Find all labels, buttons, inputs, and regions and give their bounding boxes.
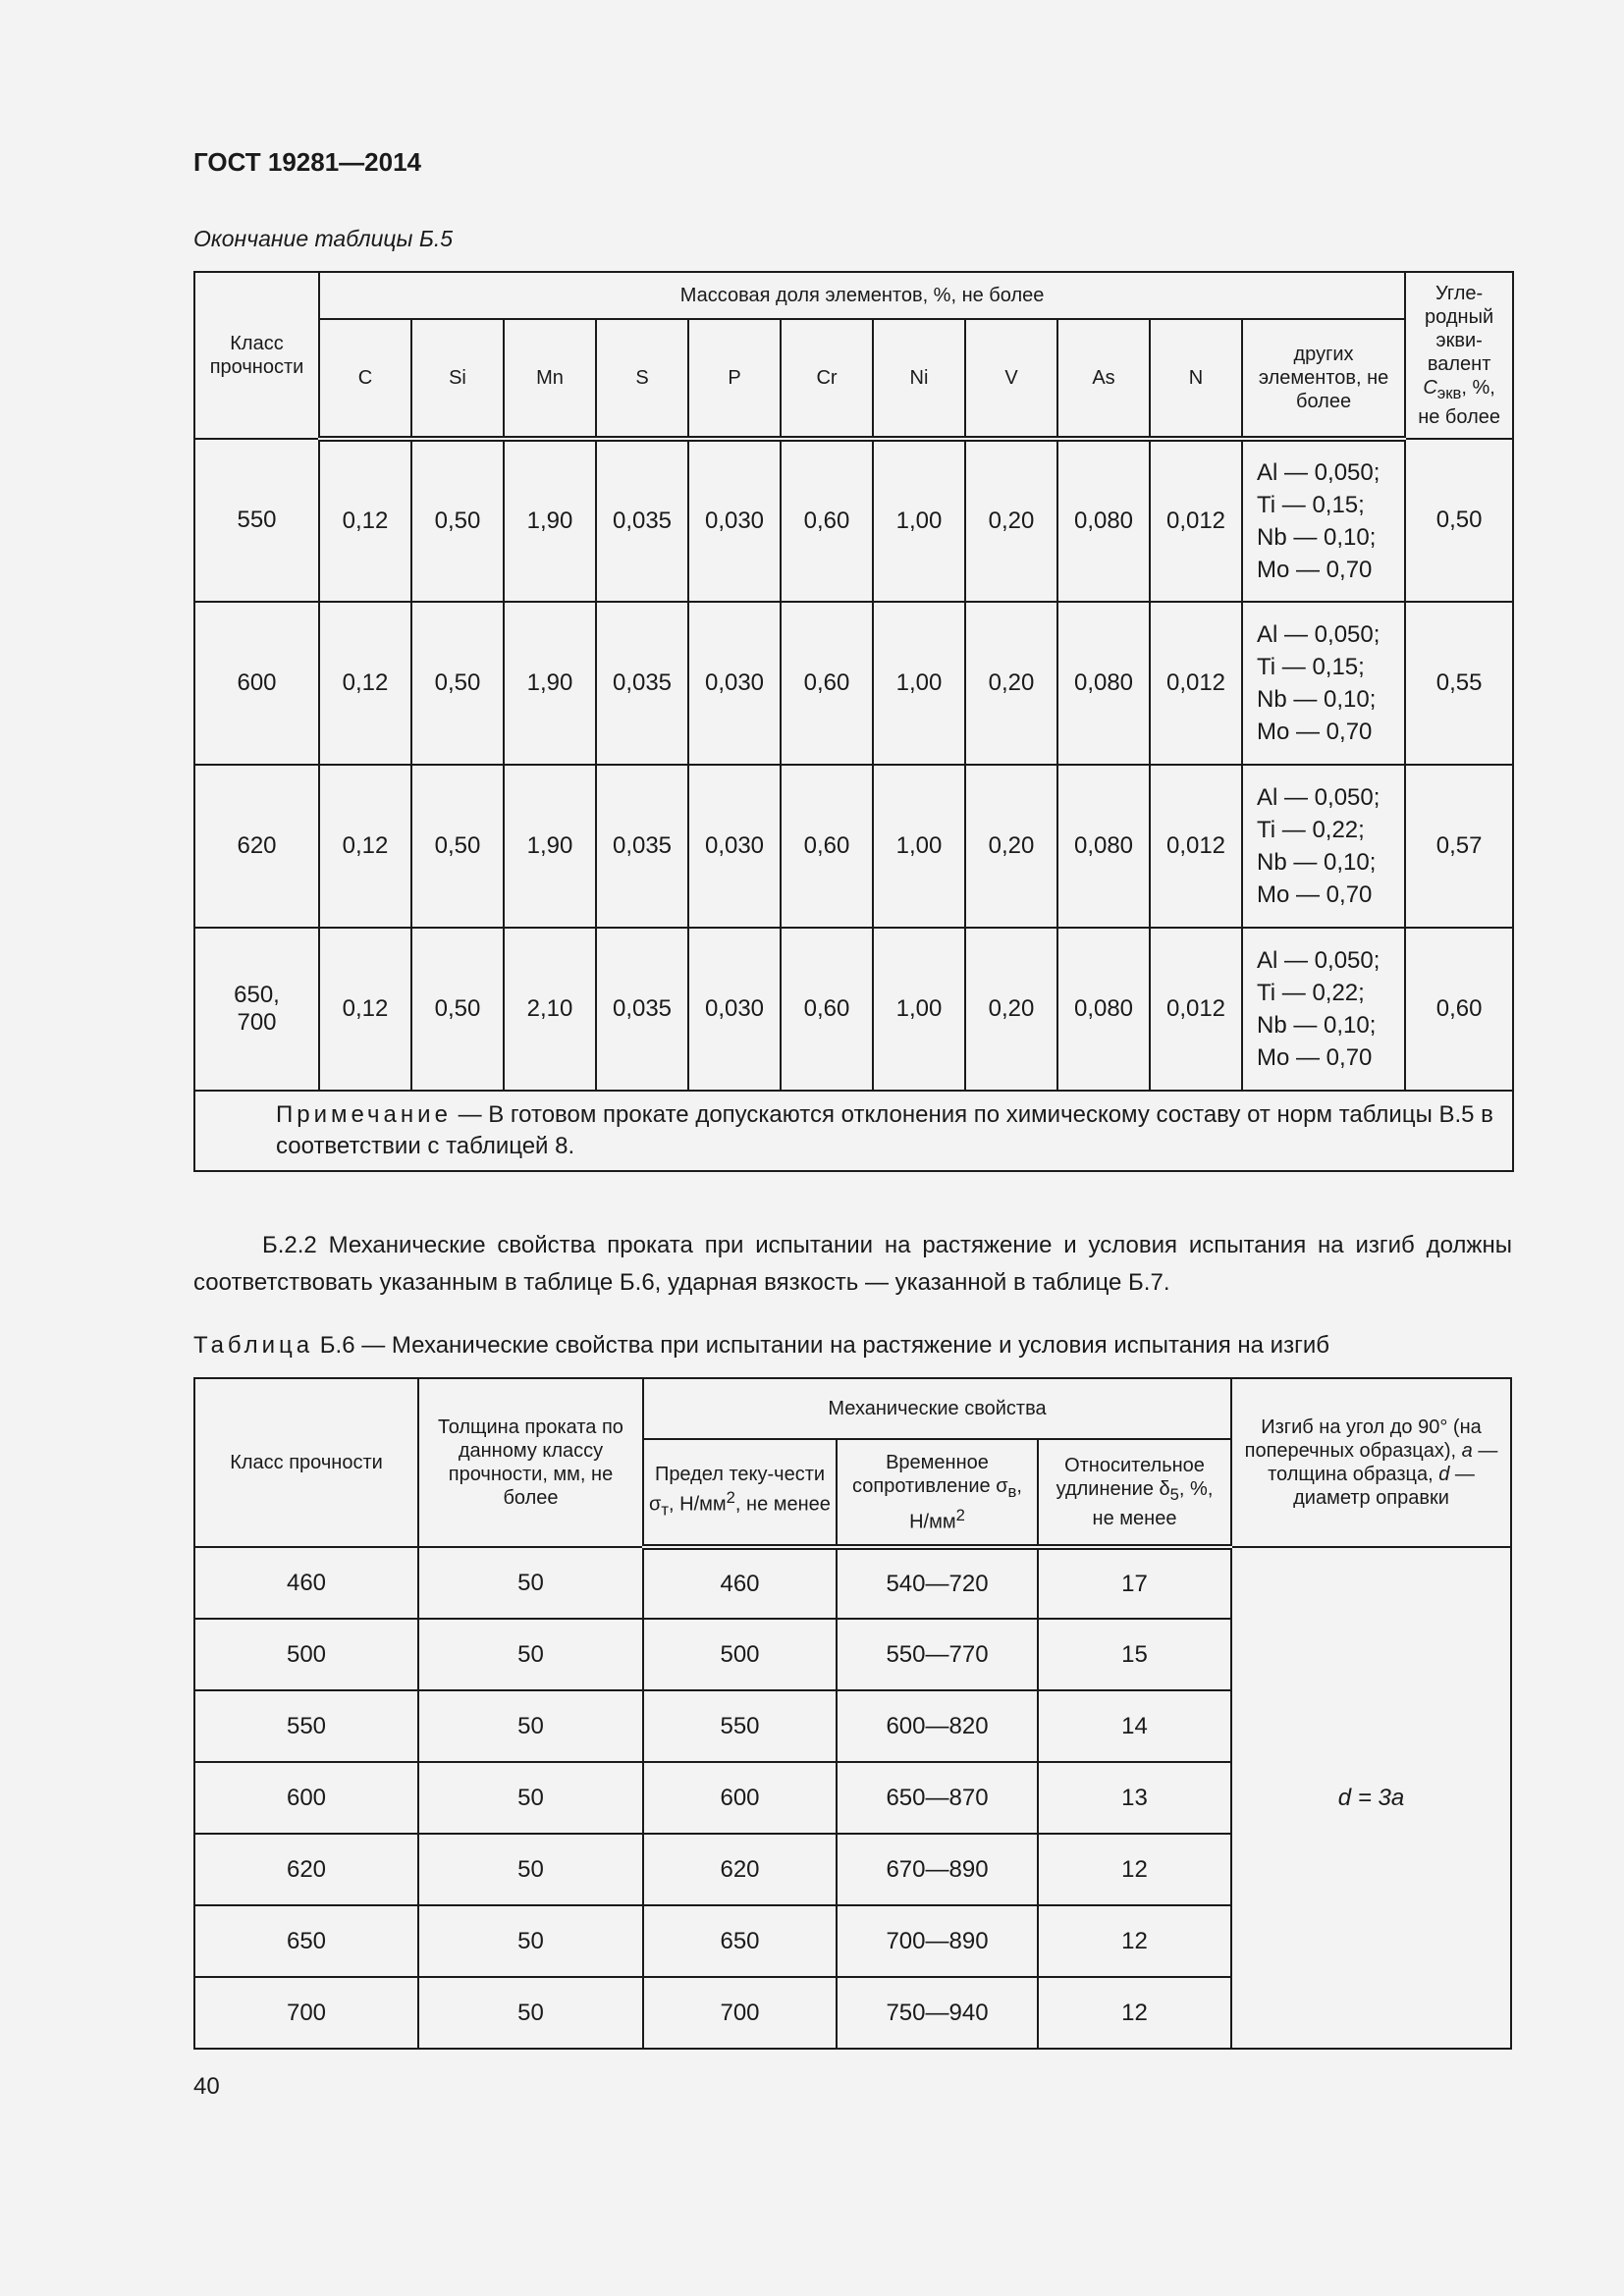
other-element-line: Mo — 0,70	[1257, 1044, 1373, 1071]
paragraph-b22: Б.2.2 Механические свойства проката при испытании на растяжение и условия испытания на изгиб должны соответствовать указанным в таблице Б.6, ударная вязкость — указанной в таблице Б.7.	[193, 1232, 1512, 1296]
element-value-cell: 0,50	[411, 928, 504, 1091]
element-value-cell: 0,035	[596, 765, 688, 928]
other-element-line: Nb — 0,10;	[1257, 1012, 1377, 1039]
element-header: Si	[411, 319, 504, 439]
element-value-cell: 1,90	[504, 765, 596, 928]
table-row	[194, 439, 1513, 602]
strength-class-cell: 620	[194, 1834, 418, 1905]
other-elements-cell	[1242, 928, 1405, 1091]
element-header: As	[1057, 319, 1150, 439]
tensile-strength-cell: 650—870	[837, 1762, 1038, 1834]
element-value-cell: 0,080	[1057, 439, 1150, 602]
thickness-cell: 50	[418, 1690, 643, 1762]
carbon-equivalent-cell: 0,55	[1405, 602, 1513, 765]
other-element-line: Mo — 0,70	[1257, 719, 1373, 745]
other-elements-header: других элементов, не более	[1242, 319, 1405, 439]
element-header: C	[319, 319, 411, 439]
element-value-cell: 0,60	[781, 439, 873, 602]
strength-class-cell: 600	[194, 1762, 418, 1834]
tensile-strength-cell: 540—720	[837, 1547, 1038, 1619]
thickness-cell: 50	[418, 1762, 643, 1834]
thickness-cell: 50	[418, 1977, 643, 2049]
element-value-cell: 0,20	[965, 765, 1057, 928]
element-value-cell: 2,10	[504, 928, 596, 1091]
other-element-line: Nb — 0,10;	[1257, 524, 1377, 551]
element-header: S	[596, 319, 688, 439]
table-row	[194, 928, 1513, 1091]
element-value-cell: 0,12	[319, 765, 411, 928]
table-b6	[193, 1377, 1512, 2050]
carbon-equivalent-header: Угле-родный экви-валент $С_{экв}$, %, не более	[1405, 272, 1513, 439]
strength-class-cell: 650	[194, 1905, 418, 1977]
thickness-cell: 50	[418, 1834, 643, 1905]
other-element-line: Ti — 0,22;	[1257, 817, 1365, 843]
element-value-cell: 0,60	[781, 928, 873, 1091]
elongation-cell: 15	[1038, 1619, 1231, 1690]
strength-class-cell: 550	[194, 1690, 418, 1762]
element-value-cell: 0,012	[1150, 928, 1242, 1091]
element-header: V	[965, 319, 1057, 439]
other-element-line: Ti — 0,15;	[1257, 654, 1365, 680]
table-row	[194, 1547, 1511, 1619]
elongation-cell: 12	[1038, 1905, 1231, 1977]
mechanical-properties-header: Механические свойства	[643, 1378, 1231, 1439]
element-value-cell: 0,20	[965, 928, 1057, 1091]
elongation-cell: 12	[1038, 1977, 1231, 2049]
other-element-line: Al — 0,050;	[1257, 784, 1380, 811]
element-value-cell: 0,030	[688, 602, 781, 765]
element-value-cell: 0,012	[1150, 765, 1242, 928]
table-row	[194, 765, 1513, 928]
yield-strength-cell: 650	[643, 1905, 837, 1977]
element-header: N	[1150, 319, 1242, 439]
element-value-cell: 0,50	[411, 439, 504, 602]
table-b5-continuation-caption: Окончание таблицы Б.5	[193, 226, 454, 251]
element-value-cell: 0,60	[781, 602, 873, 765]
other-element-line: Ti — 0,22;	[1257, 980, 1365, 1006]
mass-fraction-header: Массовая доля элементов, %, не более	[319, 272, 1405, 319]
element-header: Cr	[781, 319, 873, 439]
element-value-cell: 0,60	[781, 765, 873, 928]
element-value-cell: 1,90	[504, 439, 596, 602]
element-header: P	[688, 319, 781, 439]
element-value-cell: 0,20	[965, 439, 1057, 602]
class-header: Класс прочности	[194, 1378, 418, 1547]
element-value-cell: 1,00	[873, 602, 965, 765]
element-value-cell: 0,030	[688, 765, 781, 928]
bend-condition-cell: d = 3a	[1231, 1547, 1511, 2049]
elongation-cell: 12	[1038, 1834, 1231, 1905]
element-value-cell: 0,035	[596, 602, 688, 765]
table-b5	[193, 271, 1514, 1172]
element-value-cell: 0,035	[596, 439, 688, 602]
other-element-line: Mo — 0,70	[1257, 557, 1373, 583]
other-element-line: Al — 0,050;	[1257, 621, 1380, 648]
table-b6-body	[194, 1547, 1511, 2049]
bend-header: Изгиб на угол до 90° (на поперечных образцах), a — толщина образца, d — диаметр оправки	[1231, 1378, 1511, 1547]
element-value-cell: 0,012	[1150, 602, 1242, 765]
other-element-line: Ti — 0,15;	[1257, 492, 1365, 518]
element-value-cell: 1,00	[873, 765, 965, 928]
strength-class-cell: 550	[194, 439, 319, 602]
yield-strength-header: Предел теку-чести $\sigma_т$, $Н/мм^2$, не менее	[643, 1439, 837, 1547]
other-element-line: Al — 0,050;	[1257, 459, 1380, 486]
class-header: Класс прочности	[194, 272, 319, 439]
elongation-cell: 14	[1038, 1690, 1231, 1762]
tensile-strength-cell: 700—890	[837, 1905, 1038, 1977]
other-elements-cell	[1242, 439, 1405, 602]
other-elements-cell	[1242, 765, 1405, 928]
strength-class-cell: 460	[194, 1547, 418, 1619]
element-header: Ni	[873, 319, 965, 439]
element-value-cell: 0,030	[688, 439, 781, 602]
tensile-strength-cell: 550—770	[837, 1619, 1038, 1690]
elongation-cell: 17	[1038, 1547, 1231, 1619]
element-value-cell: 0,035	[596, 928, 688, 1091]
element-value-cell: 0,50	[411, 602, 504, 765]
element-value-cell: 0,12	[319, 602, 411, 765]
strength-class-cell: 700	[194, 1977, 418, 2049]
tensile-strength-cell: 750—940	[837, 1977, 1038, 2049]
carbon-equivalent-cell: 0,60	[1405, 928, 1513, 1091]
element-value-cell: 0,080	[1057, 765, 1150, 928]
thickness-cell: 50	[418, 1547, 643, 1619]
strength-class-cell: 600	[194, 602, 319, 765]
tensile-strength-cell: 670—890	[837, 1834, 1038, 1905]
other-elements-cell	[1242, 602, 1405, 765]
yield-strength-cell: 460	[643, 1547, 837, 1619]
yield-strength-cell: 550	[643, 1690, 837, 1762]
other-element-line: Al — 0,050;	[1257, 947, 1380, 974]
element-value-cell: 1,90	[504, 602, 596, 765]
page-number: 40	[193, 2073, 220, 2100]
other-element-line: Nb — 0,10;	[1257, 686, 1377, 713]
tensile-strength-cell: 600—820	[837, 1690, 1038, 1762]
strength-class-cell: 620	[194, 765, 319, 928]
table-b6-caption: Таблица Б.6 — Механические свойства при испытании на растяжение и условия испытания на изгиб	[193, 1332, 1329, 1359]
tensile-strength-header: Временное сопротивление $\sigma_в$, $Н/мм^2$	[837, 1439, 1038, 1547]
table-b5-note: Примечание — В готовом прокате допускаются отклонения по химическому составу от норм таблицы В.5 в соответствии с таблицей 8.	[194, 1091, 1513, 1171]
element-value-cell: 1,00	[873, 439, 965, 602]
yield-strength-cell: 620	[643, 1834, 837, 1905]
yield-strength-cell: 600	[643, 1762, 837, 1834]
element-value-cell: 0,030	[688, 928, 781, 1091]
element-value-cell: 1,00	[873, 928, 965, 1091]
yield-strength-cell: 700	[643, 1977, 837, 2049]
document-title: ГОСТ 19281—2014	[193, 147, 421, 177]
element-value-cell: 0,12	[319, 928, 411, 1091]
carbon-equivalent-cell: 0,57	[1405, 765, 1513, 928]
strength-class-cell: 650, 700	[194, 928, 319, 1091]
other-element-line: Nb — 0,10;	[1257, 849, 1377, 876]
elongation-header: Относительное удлинение $\delta_5$, %, не менее	[1038, 1439, 1231, 1547]
yield-strength-cell: 500	[643, 1619, 837, 1690]
thickness-cell: 50	[418, 1905, 643, 1977]
element-header: Mn	[504, 319, 596, 439]
element-value-cell: 0,080	[1057, 602, 1150, 765]
element-value-cell: 0,080	[1057, 928, 1150, 1091]
thickness-cell: 50	[418, 1619, 643, 1690]
thickness-header: Толщина проката по данному классу прочности, мм, не более	[418, 1378, 643, 1547]
table-b5-body	[194, 439, 1513, 1091]
element-value-cell: 0,12	[319, 439, 411, 602]
element-value-cell: 0,20	[965, 602, 1057, 765]
table-row	[194, 602, 1513, 765]
element-value-cell: 0,50	[411, 765, 504, 928]
elongation-cell: 13	[1038, 1762, 1231, 1834]
element-value-cell: 0,012	[1150, 439, 1242, 602]
carbon-equivalent-cell: 0,50	[1405, 439, 1513, 602]
strength-class-cell: 500	[194, 1619, 418, 1690]
other-element-line: Mo — 0,70	[1257, 881, 1373, 908]
